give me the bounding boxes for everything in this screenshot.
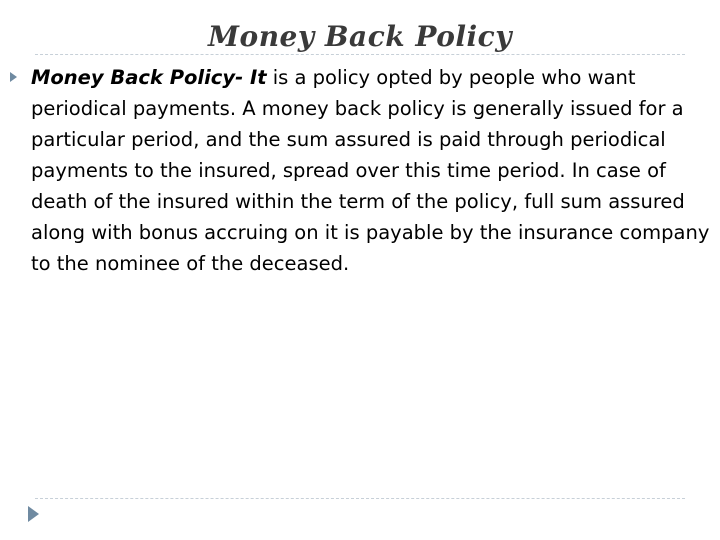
bullet-body-text: is a policy opted by people who want periodical payments. A money back policy is generally issued for a particular period, and the sum assured is paid through periodical payments to the insured, spread over this time period. In case of death of the insured within the term of the policy, full sum assured along with bonus accruing on it is payable by the insurance company to the nominee of the deceased.	[31, 66, 710, 275]
bullet-paragraph	[31, 62, 710, 279]
title-divider	[35, 54, 685, 55]
bullet-lead: Money Back Policy- It	[31, 66, 267, 89]
slide-title: Money Back Policy	[208, 20, 512, 53]
bullet-triangle-icon	[10, 72, 17, 82]
footer-divider	[35, 498, 685, 499]
footer-triangle-icon	[28, 506, 39, 522]
bullet-item	[10, 62, 710, 279]
